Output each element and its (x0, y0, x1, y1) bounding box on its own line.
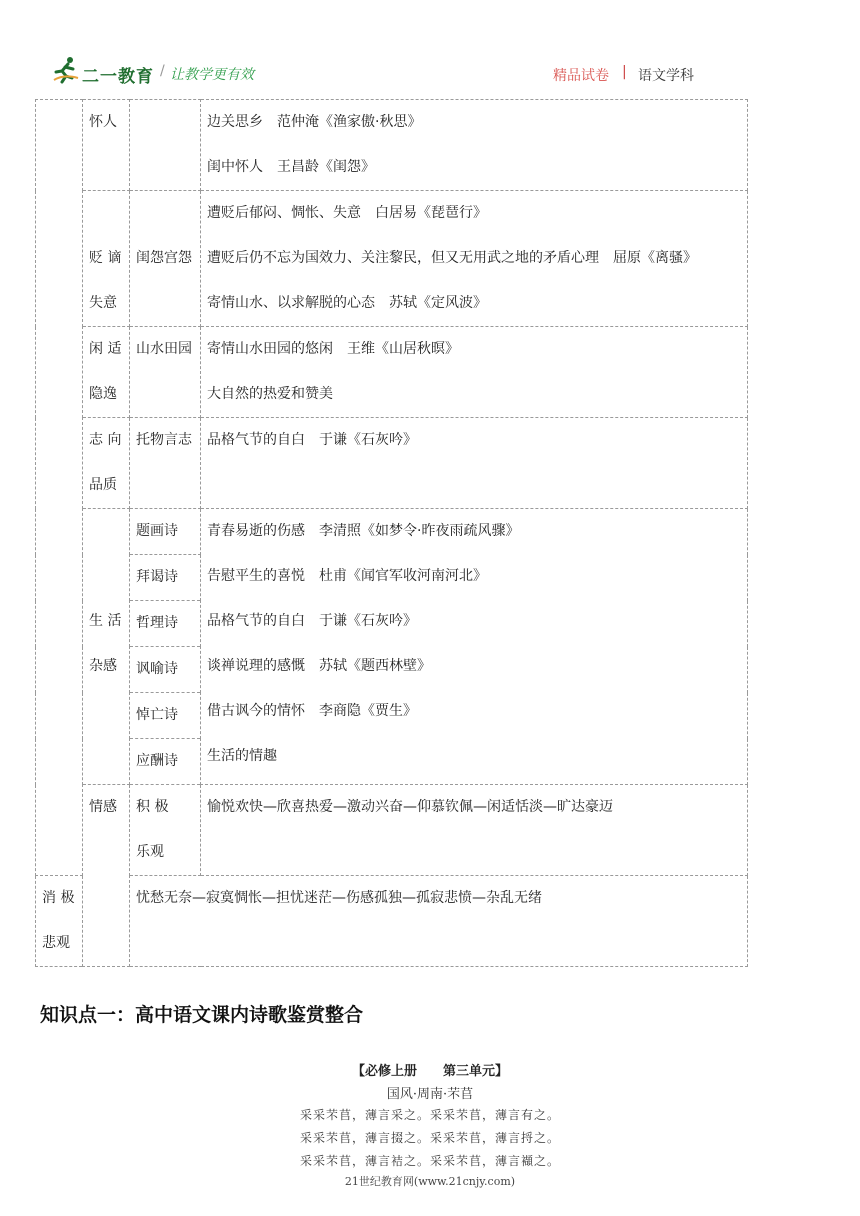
subtype-label: 闺怨宫怨 (136, 250, 192, 266)
theme-label: 贬 谪 (89, 250, 122, 266)
table-row (36, 509, 748, 555)
content-line: 品格气节的自白 于谦《石灰吟》 (207, 613, 417, 629)
poem-heading: 【必修上册 第三单元】 (351, 1064, 508, 1079)
subtype-label: 讽喻诗 (136, 661, 178, 677)
content-line: 寄情山水田园的悠闲 王维《山居秋暝》 (207, 341, 459, 357)
header-divider: / (160, 63, 165, 79)
theme-label: 杂感 (89, 658, 117, 674)
table-row (36, 327, 748, 418)
header-separator: | (622, 64, 627, 80)
cell-subtype (130, 647, 201, 693)
cell-theme (83, 100, 130, 191)
slogan: 让教学更有效 (170, 67, 254, 83)
page-footer: 21世纪教育网(www.21cnjy.com) (344, 1175, 516, 1188)
theme-spacer (89, 554, 129, 599)
cell-theme (83, 191, 130, 327)
content-line: 青春易逝的伤感 李清照《如梦令·昨夜雨疏风骤》 (207, 523, 520, 539)
theme-spacer (89, 191, 129, 236)
logo-text: 二一教育 (82, 67, 154, 87)
table-row (36, 876, 748, 967)
theme-spacer (89, 509, 129, 554)
subtype-label: 哲理诗 (136, 615, 178, 631)
subtype-label: 托物言志 (136, 432, 192, 448)
table-row (36, 785, 748, 876)
poem-title: 国风·周南·芣苢 (386, 1087, 474, 1102)
cell-subtype (130, 509, 201, 555)
category-label: 情感 (89, 799, 117, 815)
page-header (0, 0, 860, 96)
cell-theme (83, 418, 130, 509)
runner-logo-icon (52, 56, 80, 84)
cell-content (201, 509, 748, 785)
content-line: 借古讽今的情怀 李商隐《贾生》 (207, 703, 417, 719)
cell-subtype (130, 418, 201, 509)
cell-theme (83, 327, 130, 418)
cell-theme (83, 509, 130, 785)
theme-label: 乐观 (136, 844, 164, 860)
cell-subtype (130, 191, 201, 327)
cell-theme (36, 876, 83, 967)
theme-label: 志 向 (89, 432, 122, 448)
cell-content (201, 100, 748, 191)
theme-label: 怀人 (89, 114, 117, 130)
content-line: 遭贬后仍不忘为国效力、关注黎民，但又无用武之地的矛盾心理 屈原《离骚》 (207, 250, 697, 266)
cell-content (201, 418, 748, 509)
subtype-label: 应酬诗 (136, 753, 178, 769)
content-line: 大自然的热爱和赞美 (207, 386, 333, 402)
content-line: 谈禅说理的感慨 苏轼《题西林壁》 (207, 658, 431, 674)
poem-line: 采采芣苢，薄言袺之。采采芣苢，薄言襭之。 (299, 1154, 560, 1168)
subtype-label: 悼亡诗 (136, 707, 178, 723)
cell-subtype (130, 327, 201, 418)
table-row (36, 100, 748, 191)
content-line: 告慰平生的喜悦 杜甫《闻官军收河南河北》 (207, 568, 487, 584)
cell-subtype (130, 555, 201, 601)
content-line: 生活的情趣 (207, 748, 277, 764)
poetry-theme-table (35, 99, 748, 967)
cell-subtype (130, 601, 201, 647)
cell-subtype (130, 693, 201, 739)
content-line: 边关思乡 范仲淹《渔家傲·秋思》 (207, 114, 422, 130)
poem-line: 采采芣苢，薄言掇之。采采芣苢，薄言捋之。 (299, 1131, 560, 1145)
content-line: 闺中怀人 王昌龄《闺怨》 (207, 159, 375, 175)
cell-content (201, 327, 748, 418)
content-line: 遭贬后郁闷、惆怅、失意 白居易《琵琶行》 (207, 205, 487, 221)
subtype-spacer (136, 191, 200, 236)
table-row (36, 418, 748, 509)
theme-label: 消 极 (42, 890, 75, 906)
theme-label: 品质 (89, 477, 117, 493)
theme-label: 失意 (89, 295, 117, 311)
header-category: 精品试卷 (553, 68, 609, 84)
subtype-label: 题画诗 (136, 523, 178, 539)
poem-line: 采采芣苢，薄言采之。采采芣苢，薄言有之。 (299, 1108, 560, 1122)
cell-category (83, 785, 130, 967)
cell-content (201, 785, 748, 876)
section-title: 知识点一：高中语文课内诗歌鉴赏整合 (40, 1004, 364, 1026)
subtype-label: 拜谒诗 (136, 569, 178, 585)
cell-category-empty (36, 100, 83, 876)
theme-label: 闲 适 (89, 341, 122, 357)
subtype-label: 山水田园 (136, 341, 192, 357)
content-line: 愉悦欢快—欣喜热爱—激动兴奋—仰慕钦佩—闲适恬淡—旷达豪迈 (207, 799, 613, 815)
header-subject: 语文学科 (638, 68, 694, 84)
content-line: 品格气节的自白 于谦《石灰吟》 (207, 432, 417, 448)
theme-label: 积 极 (136, 799, 169, 815)
cell-content (201, 191, 748, 327)
theme-label: 隐逸 (89, 386, 117, 402)
cell-subtype (130, 739, 201, 785)
theme-label: 悲观 (42, 935, 70, 951)
cell-theme (130, 785, 201, 876)
cell-subtype (130, 100, 201, 191)
content-line: 寄情山水、以求解脱的心态 苏轼《定风波》 (207, 295, 487, 311)
table-row (36, 191, 748, 327)
theme-label: 生 活 (89, 613, 122, 629)
content-line: 忧愁无奈—寂寞惆怅—担忧迷茫—伤感孤独—孤寂悲愤—杂乱无绪 (136, 890, 542, 906)
cell-content (130, 876, 748, 967)
